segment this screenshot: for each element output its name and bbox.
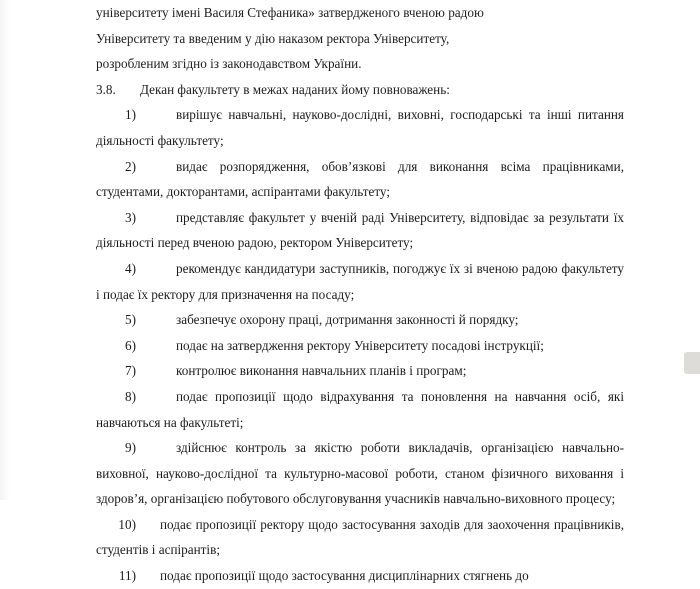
list-item-text: подає пропозиції щодо застосування дисциплінарних стягнень до [160,568,529,584]
section-heading-text: Декан факультету в межах наданих йому повноважень: [140,81,450,97]
list-item-marker: 11) [118,568,136,584]
document-body [96,0,624,589]
list-item-marker: 1) [125,107,136,123]
list-item [96,102,624,153]
list-item [96,333,624,359]
list-item [96,307,624,333]
page-edge-marker [684,352,700,374]
list-item-text: подає пропозиції ректору щодо застосування заходів для заохочення працівників, студентів і аспірантів; [96,516,624,558]
list-item-marker: 7) [125,363,136,379]
list-item-text: видає розпорядження, обов’язкові для виконання всіма працівниками, студентами, докторантами, аспірантами факультету; [96,158,624,200]
list-item [96,256,624,307]
list-item-text: представляє факультет у вченій раді Університету, відповідає за результати їх діяльності перед вченою радою, ректором Університету; [96,209,624,251]
list-item [96,563,624,589]
list-item-marker: 5) [125,312,136,328]
list-item [96,435,624,512]
list-item [96,358,624,384]
list-item-text: подає пропозиції щодо відрахування та поновлення на навчання осіб, які навчаються на факультеті; [96,388,624,430]
list-item-marker: 4) [125,260,136,276]
list-item-marker: 10) [118,516,136,532]
list-item [96,154,624,205]
list-item-text: забезпечує охорону праці, дотримання законності й порядку; [176,312,519,328]
list-item-marker: 3) [125,209,136,225]
paragraph-continuation-line-1: університету імені Василя Стефаника» затвердженого вченою радою [96,5,484,20]
list-item [96,205,624,256]
paragraph-continuation-line-3: розробленим згідно із законодавством України. [96,56,362,72]
list-item-text: здійснює контроль за якістю роботи викладачів, організацією навчально-виховної, науково-дослідної та культурно-масової роботи, станом фізичного виховання і здоров’я, організацією побутового обслуговування учасників навчально-виховного процесу; [96,440,624,507]
list-item-text: подає на затвердження ректору Університету посадові інструкції; [176,337,544,353]
list-item-text: рекомендує кандидатури заступників, погоджує їх зі вченою радою факультету і подає їх ректору для призначення на посаду; [96,260,624,302]
list-item-text: вирішує навчальні, науково-дослідні, виховні, господарські та інші питання діяльності факультету; [96,107,624,148]
list-item-marker: 8) [125,388,136,404]
section-number: 3.8. [96,81,116,97]
list-item-marker: 2) [125,158,136,174]
paragraph-continuation-line-2: Університету та введеним у дію наказом ректора Університету, [96,30,450,46]
section-heading [96,77,624,103]
list-item-text: контролює виконання навчальних планів і програм; [176,363,467,379]
list-item-marker: 6) [125,337,136,353]
list-item-marker: 9) [125,440,136,456]
list-item [96,512,624,563]
list-item [96,384,624,435]
page-edge-shadow [0,0,10,500]
